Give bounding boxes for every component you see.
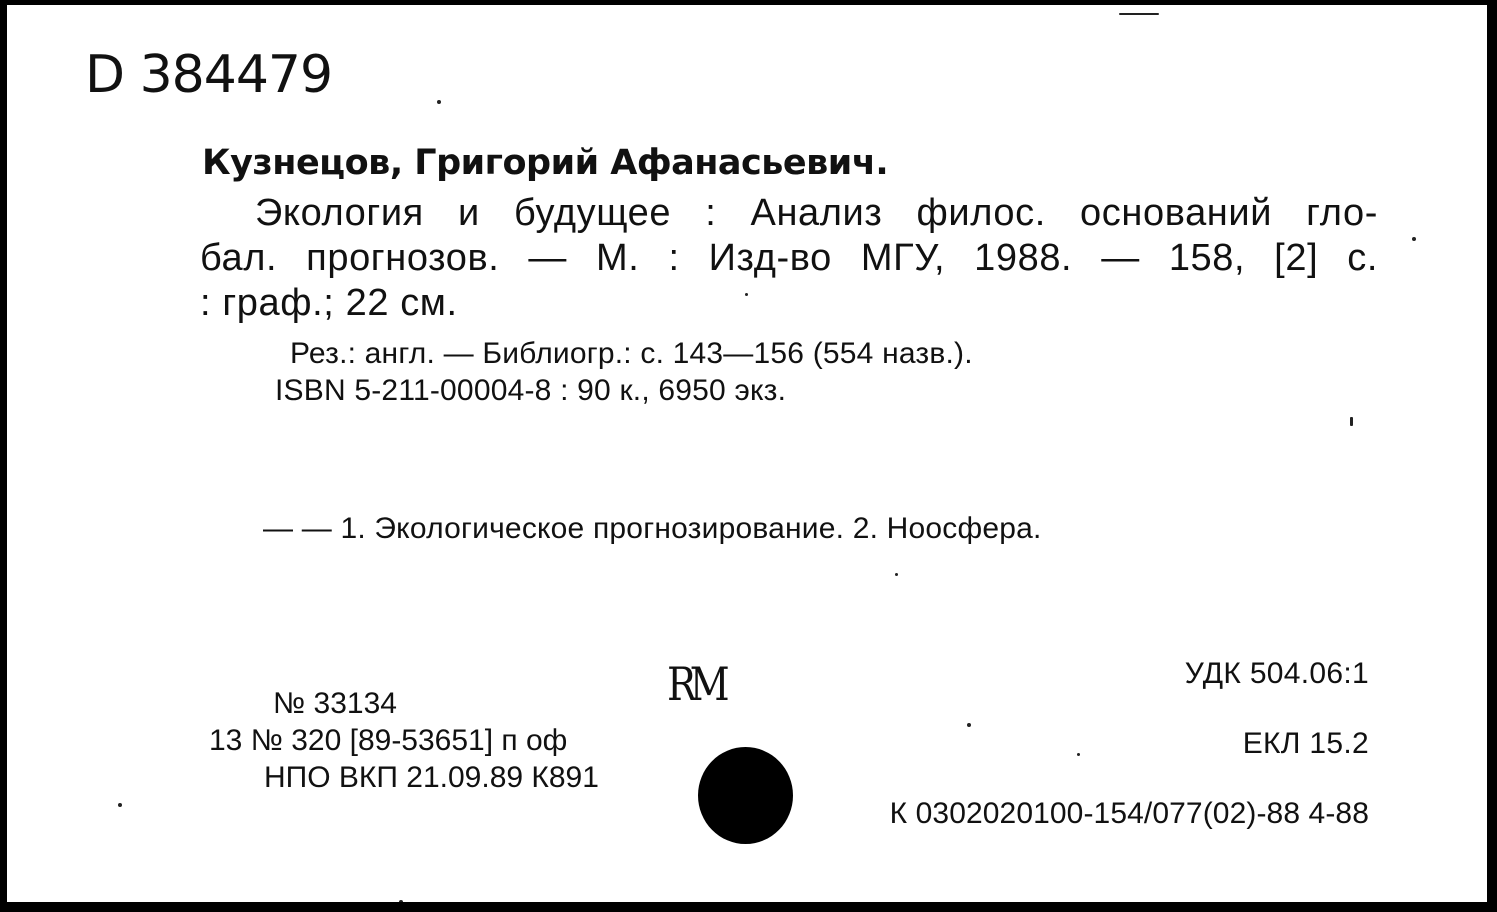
title-line: : граф.; 22 см.	[200, 282, 458, 324]
printer-line: НПО ВКП 21.09.89 К891	[264, 761, 599, 794]
k-code: К 0302020100-154/077(02)-88 4-88	[889, 797, 1369, 830]
title-line: бал. прогнозов. — М. : Изд-во МГУ, 1988. — 158, [2] с.	[200, 237, 1378, 279]
resume-note: Рез.: англ. — Библиогр.: с. 143—156 (554 назв.).	[290, 337, 973, 370]
author-heading: Кузнецов, Григорий Афанасьевич.	[202, 143, 889, 183]
registration-block	[209, 685, 599, 796]
udk-code: УДК 504.06:1	[1184, 657, 1369, 690]
title-statement	[200, 191, 1378, 326]
scan-speck	[895, 573, 898, 576]
title-line: Экология и будущее : Анализ филос. оснований гло-	[255, 192, 1378, 234]
scan-speck	[437, 100, 441, 104]
scan-speck	[1119, 13, 1159, 15]
order-line: 13 № 320 [89-53651] п оф	[209, 724, 568, 757]
scan-speck	[118, 803, 122, 807]
registration-number: № 33134	[273, 687, 397, 720]
scan-speck	[967, 723, 971, 727]
scan-speck	[399, 900, 403, 904]
isbn-line: ISBN 5-211-00004-8 : 90 к., 6950 экз.	[275, 374, 787, 407]
ekl-code: ЕКЛ 15.2	[1242, 727, 1369, 760]
scan-speck	[1412, 237, 1416, 241]
punch-hole-mark	[698, 747, 793, 844]
scan-speck	[1350, 417, 1353, 426]
subject-headings: — — 1. Экологическое прогнозирование. 2. Ноосфера.	[263, 512, 1042, 545]
notes-block	[275, 335, 973, 409]
rm-logo: RM	[667, 657, 723, 711]
scan-speck	[1077, 753, 1080, 756]
card-number: D 384479	[85, 45, 333, 105]
scan-speck	[745, 293, 748, 296]
